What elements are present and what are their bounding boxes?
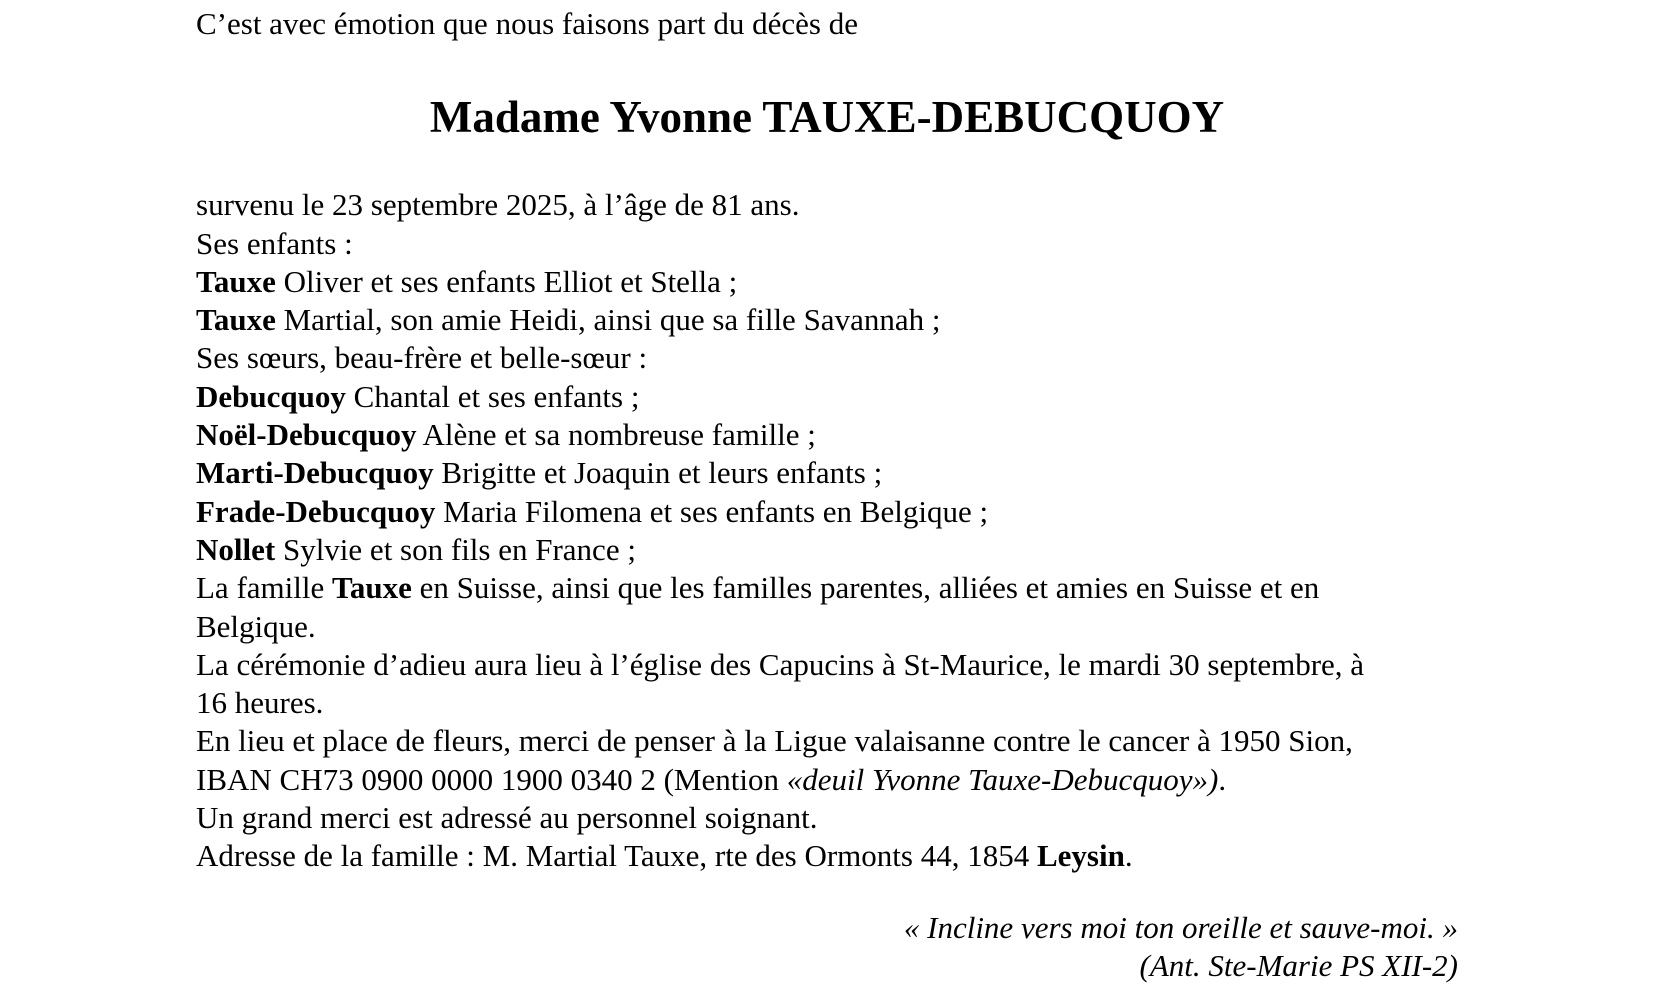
- body-line: [196, 493, 1458, 531]
- text-run: Tauxe: [196, 302, 276, 338]
- body-line: [196, 608, 1458, 646]
- quote-line: « Incline vers moi ton oreille et sauve-moi. »: [903, 909, 1458, 945]
- text-run: en Suisse, ainsi que les familles parentes, alliées et amies en Suisse et en: [411, 570, 1320, 606]
- text-run: Maria Filomena et ses enfants en Belgique ;: [435, 493, 989, 529]
- text-run: IBAN CH73 0900 0000 1900 0340 2 (Mention: [196, 761, 787, 797]
- body-line: [196, 454, 1458, 492]
- text-run: Un grand merci est adressé au personnel soignant.: [196, 800, 818, 836]
- text-run: La cérémonie d’adieu aura lieu à l’église des Capucins à St-Maurice, le mardi 30 septembre, à: [196, 646, 1365, 682]
- text-run: Chantal et ses enfants ;: [345, 378, 640, 414]
- text-run: Belgique.: [196, 608, 316, 644]
- text-run: Debucquoy: [196, 378, 346, 414]
- text-run: 16 heures.: [196, 685, 324, 721]
- quote-attribution: (Ant. Ste-Marie PS XII-2): [1139, 947, 1458, 983]
- text-run: Brigitte et Joaquin et leurs enfants ;: [433, 455, 883, 491]
- text-run: Oliver et ses enfants Elliot et Stella ;: [275, 263, 738, 299]
- body-line: [196, 263, 1458, 301]
- text-run: Frade-Debucquoy: [196, 493, 436, 529]
- body-line: [196, 684, 1458, 722]
- body-line: [196, 531, 1458, 569]
- body-line: [196, 378, 1458, 416]
- text-run: Alène et sa nombreuse famille ;: [416, 417, 816, 453]
- text-run: Nollet: [196, 531, 276, 567]
- text-run: .: [1218, 761, 1227, 797]
- scripture-quote: [196, 909, 1458, 986]
- body-line: [196, 186, 1458, 224]
- text-run: Ses sœurs, beau-frère et belle-sœur :: [196, 340, 648, 376]
- intro-line: C’est avec émotion que nous faisons part du décès de: [196, 6, 859, 41]
- body-line: [196, 722, 1458, 760]
- text-run: survenu le 23 septembre 2025, à l’âge de 81 ans.: [196, 187, 800, 223]
- text-run: Adresse de la famille : M. Martial Tauxe, rte des Ormonts 44, 1854: [196, 838, 1037, 874]
- body-line: [196, 569, 1458, 607]
- text-run: Noël-Debucquoy: [196, 417, 417, 453]
- body-line: [196, 799, 1458, 837]
- text-run: La famille: [196, 570, 332, 606]
- text-run: Tauxe: [196, 263, 276, 299]
- body-line: [196, 301, 1458, 339]
- body-line: [196, 837, 1458, 875]
- text-run: Ses enfants :: [196, 225, 353, 261]
- text-run: Martial, son amie Heidi, ainsi que sa fille Savannah ;: [275, 302, 941, 338]
- text-run: En lieu et place de fleurs, merci de penser à la Ligue valaisanne contre le cancer à 1950 Sion,: [196, 723, 1353, 759]
- text-run: .: [1124, 838, 1133, 874]
- text-run: Sylvie et son fils en France ;: [275, 531, 636, 567]
- text-run: Marti-Debucquoy: [196, 455, 434, 491]
- text-run: Leysin: [1036, 838, 1125, 874]
- text-run: Tauxe: [332, 570, 412, 606]
- body-line: [196, 761, 1458, 799]
- text-run: «deuil Yvonne Tauxe-Debucquoy»): [786, 761, 1219, 797]
- body-line: [196, 339, 1458, 377]
- body-line: [196, 225, 1458, 263]
- body-line: [196, 646, 1458, 684]
- deceased-name-title: Madame Yvonne TAUXE-DEBUCQUOY: [429, 92, 1225, 143]
- obituary-body: [196, 186, 1458, 875]
- body-line: [196, 416, 1458, 454]
